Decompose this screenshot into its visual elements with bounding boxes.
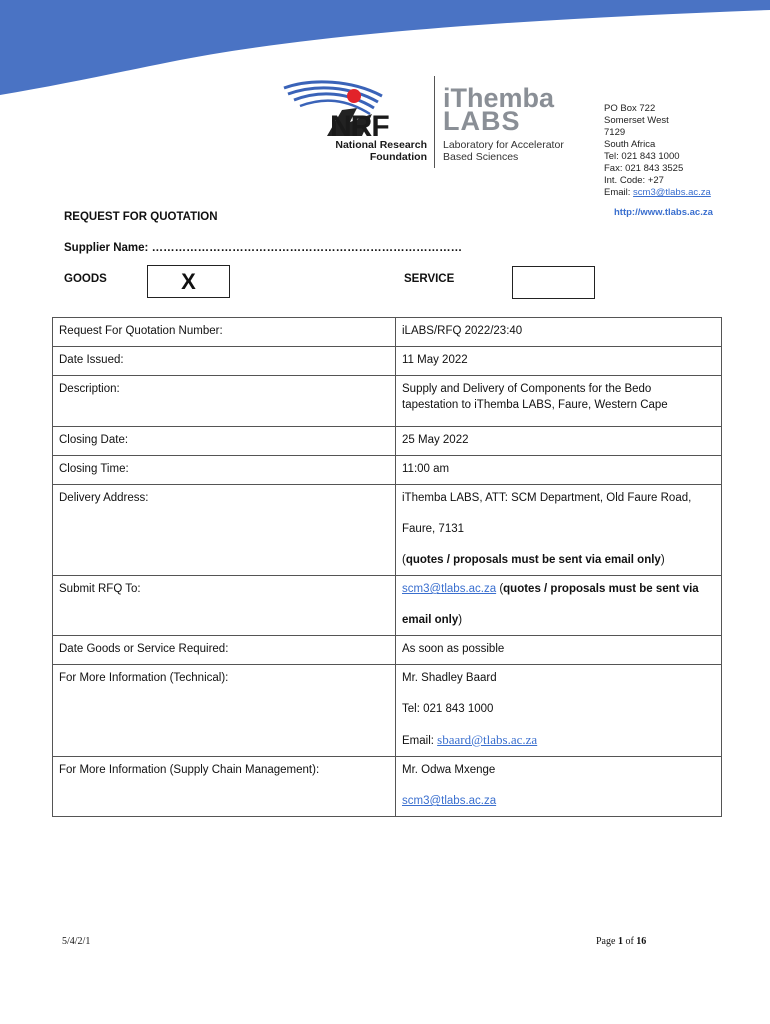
required-value: As soon as possible — [396, 636, 722, 665]
page-number — [596, 936, 646, 947]
date-issued-label: Date Issued: — [53, 347, 396, 376]
delivery-note — [402, 552, 714, 568]
scm-contact-label: For More Information (Supply Chain Management): — [53, 757, 396, 817]
submit-note-line2: email only — [402, 614, 459, 626]
page-of: of — [622, 936, 637, 947]
scm-email-link[interactable]: scm3@tlabs.ac.za — [402, 795, 497, 807]
lab-description — [443, 140, 564, 163]
table-row — [53, 456, 722, 485]
submit-email-link[interactable]: scm3@tlabs.ac.za — [402, 583, 497, 595]
paren-close: ) — [458, 614, 463, 626]
page-title: REQUEST FOR QUOTATION — [64, 211, 218, 223]
tech-email-label: Email: — [402, 735, 438, 747]
paren-close: ) — [660, 554, 665, 566]
page-current: 1 — [617, 936, 623, 947]
table-row — [53, 376, 722, 427]
submit-note-line1: quotes / proposals must be sent via — [503, 583, 699, 595]
required-label: Date Goods or Service Required: — [53, 636, 396, 665]
submit-label: Submit RFQ To: — [53, 576, 396, 636]
tech-tel: Tel: 021 843 1000 — [402, 703, 494, 715]
closing-date-label: Closing Date: — [53, 427, 396, 456]
page-total: 16 — [636, 936, 647, 947]
rfq-number-label: Request For Quotation Number: — [53, 318, 396, 347]
description-value — [396, 376, 722, 427]
email-line — [604, 187, 711, 199]
table-row — [53, 347, 722, 376]
nrf-abbrev: NRF — [330, 110, 389, 143]
paren-open: ( — [402, 554, 406, 566]
telephone: Tel: 021 843 1000 — [604, 151, 680, 162]
supplier-label: Supplier Name: — [64, 242, 149, 254]
ithemba-wordmark: iThemba — [443, 83, 555, 113]
delivery-label: Delivery Address: — [53, 485, 396, 576]
rfq-number-value: iLABS/RFQ 2022/23:40 — [396, 318, 722, 347]
table-row — [53, 427, 722, 456]
table-row — [53, 665, 722, 757]
table-row — [53, 757, 722, 817]
table-row — [53, 318, 722, 347]
closing-time-value: 11:00 am — [396, 456, 722, 485]
service-checkbox[interactable] — [512, 266, 595, 299]
goods-checkbox[interactable]: X — [147, 265, 230, 298]
rfq-details-table — [52, 317, 722, 817]
service-label: SERVICE — [404, 273, 455, 285]
description-label: Description: — [53, 376, 396, 427]
description-line2: tapestation to iThemba LABS, Faure, Western Cape — [402, 399, 668, 411]
supplier-name-line — [64, 242, 462, 254]
supplier-dots: ……………………………………………………………………… — [151, 242, 463, 254]
delivery-value — [396, 485, 722, 576]
email-link[interactable]: scm3@tlabs.ac.za — [633, 187, 711, 198]
scm-contact-value — [396, 757, 722, 817]
description-line1: Supply and Delivery of Components for the Bedo — [402, 383, 652, 395]
email-label: Email: — [604, 187, 631, 198]
lab-desc-line2: Based Sciences — [443, 150, 519, 163]
paren-open: ( — [496, 583, 504, 595]
tech-contact-label: For More Information (Technical): — [53, 665, 396, 757]
delivery-line1: iThemba LABS, ATT: SCM Department, Old Faure Road, — [402, 492, 692, 504]
tech-email-link[interactable]: sbaard@tlabs.ac.za — [437, 732, 538, 747]
page-label: Page — [596, 936, 618, 947]
table-row — [53, 576, 722, 636]
fax: Fax: 021 843 3525 — [604, 163, 684, 174]
po-box: PO Box 722 — [604, 103, 656, 114]
delivery-line2: Faure, 7131 — [402, 523, 465, 535]
lab-desc-line1: Laboratory for Accelerator — [443, 139, 564, 151]
table-row — [53, 485, 722, 576]
country: South Africa — [604, 139, 656, 150]
submit-line2 — [402, 612, 714, 628]
table-row — [53, 636, 722, 665]
int-code: Int. Code: +27 — [604, 175, 664, 186]
postal-address — [604, 103, 711, 199]
town: Somerset West — [604, 115, 669, 126]
date-issued-value: 11 May 2022 — [396, 347, 722, 376]
footer-reference: 5/4/2/1 — [62, 936, 91, 947]
tech-email-line — [402, 732, 714, 749]
logo-divider — [434, 76, 435, 168]
tech-name: Mr. Shadley Baard — [402, 672, 497, 684]
closing-time-label: Closing Time: — [53, 456, 396, 485]
postal-code: 7129 — [604, 127, 626, 138]
submit-value — [396, 576, 722, 636]
labs-wordmark: LABS — [443, 106, 521, 136]
goods-label: GOODS — [64, 273, 107, 285]
delivery-note-text: quotes / proposals must be sent via email only — [405, 554, 661, 566]
scm-email-line — [402, 793, 714, 809]
submit-line1 — [402, 581, 714, 597]
scm-name: Mr. Odwa Mxenge — [402, 764, 496, 776]
nrf-name-line1: National Research — [335, 139, 427, 151]
tech-contact-value — [396, 665, 722, 757]
website-link[interactable]: http://www.tlabs.ac.za — [614, 207, 713, 218]
closing-date-value: 25 May 2022 — [396, 427, 722, 456]
nrf-name-line2: Foundation — [369, 151, 427, 163]
nrf-name — [322, 139, 427, 163]
